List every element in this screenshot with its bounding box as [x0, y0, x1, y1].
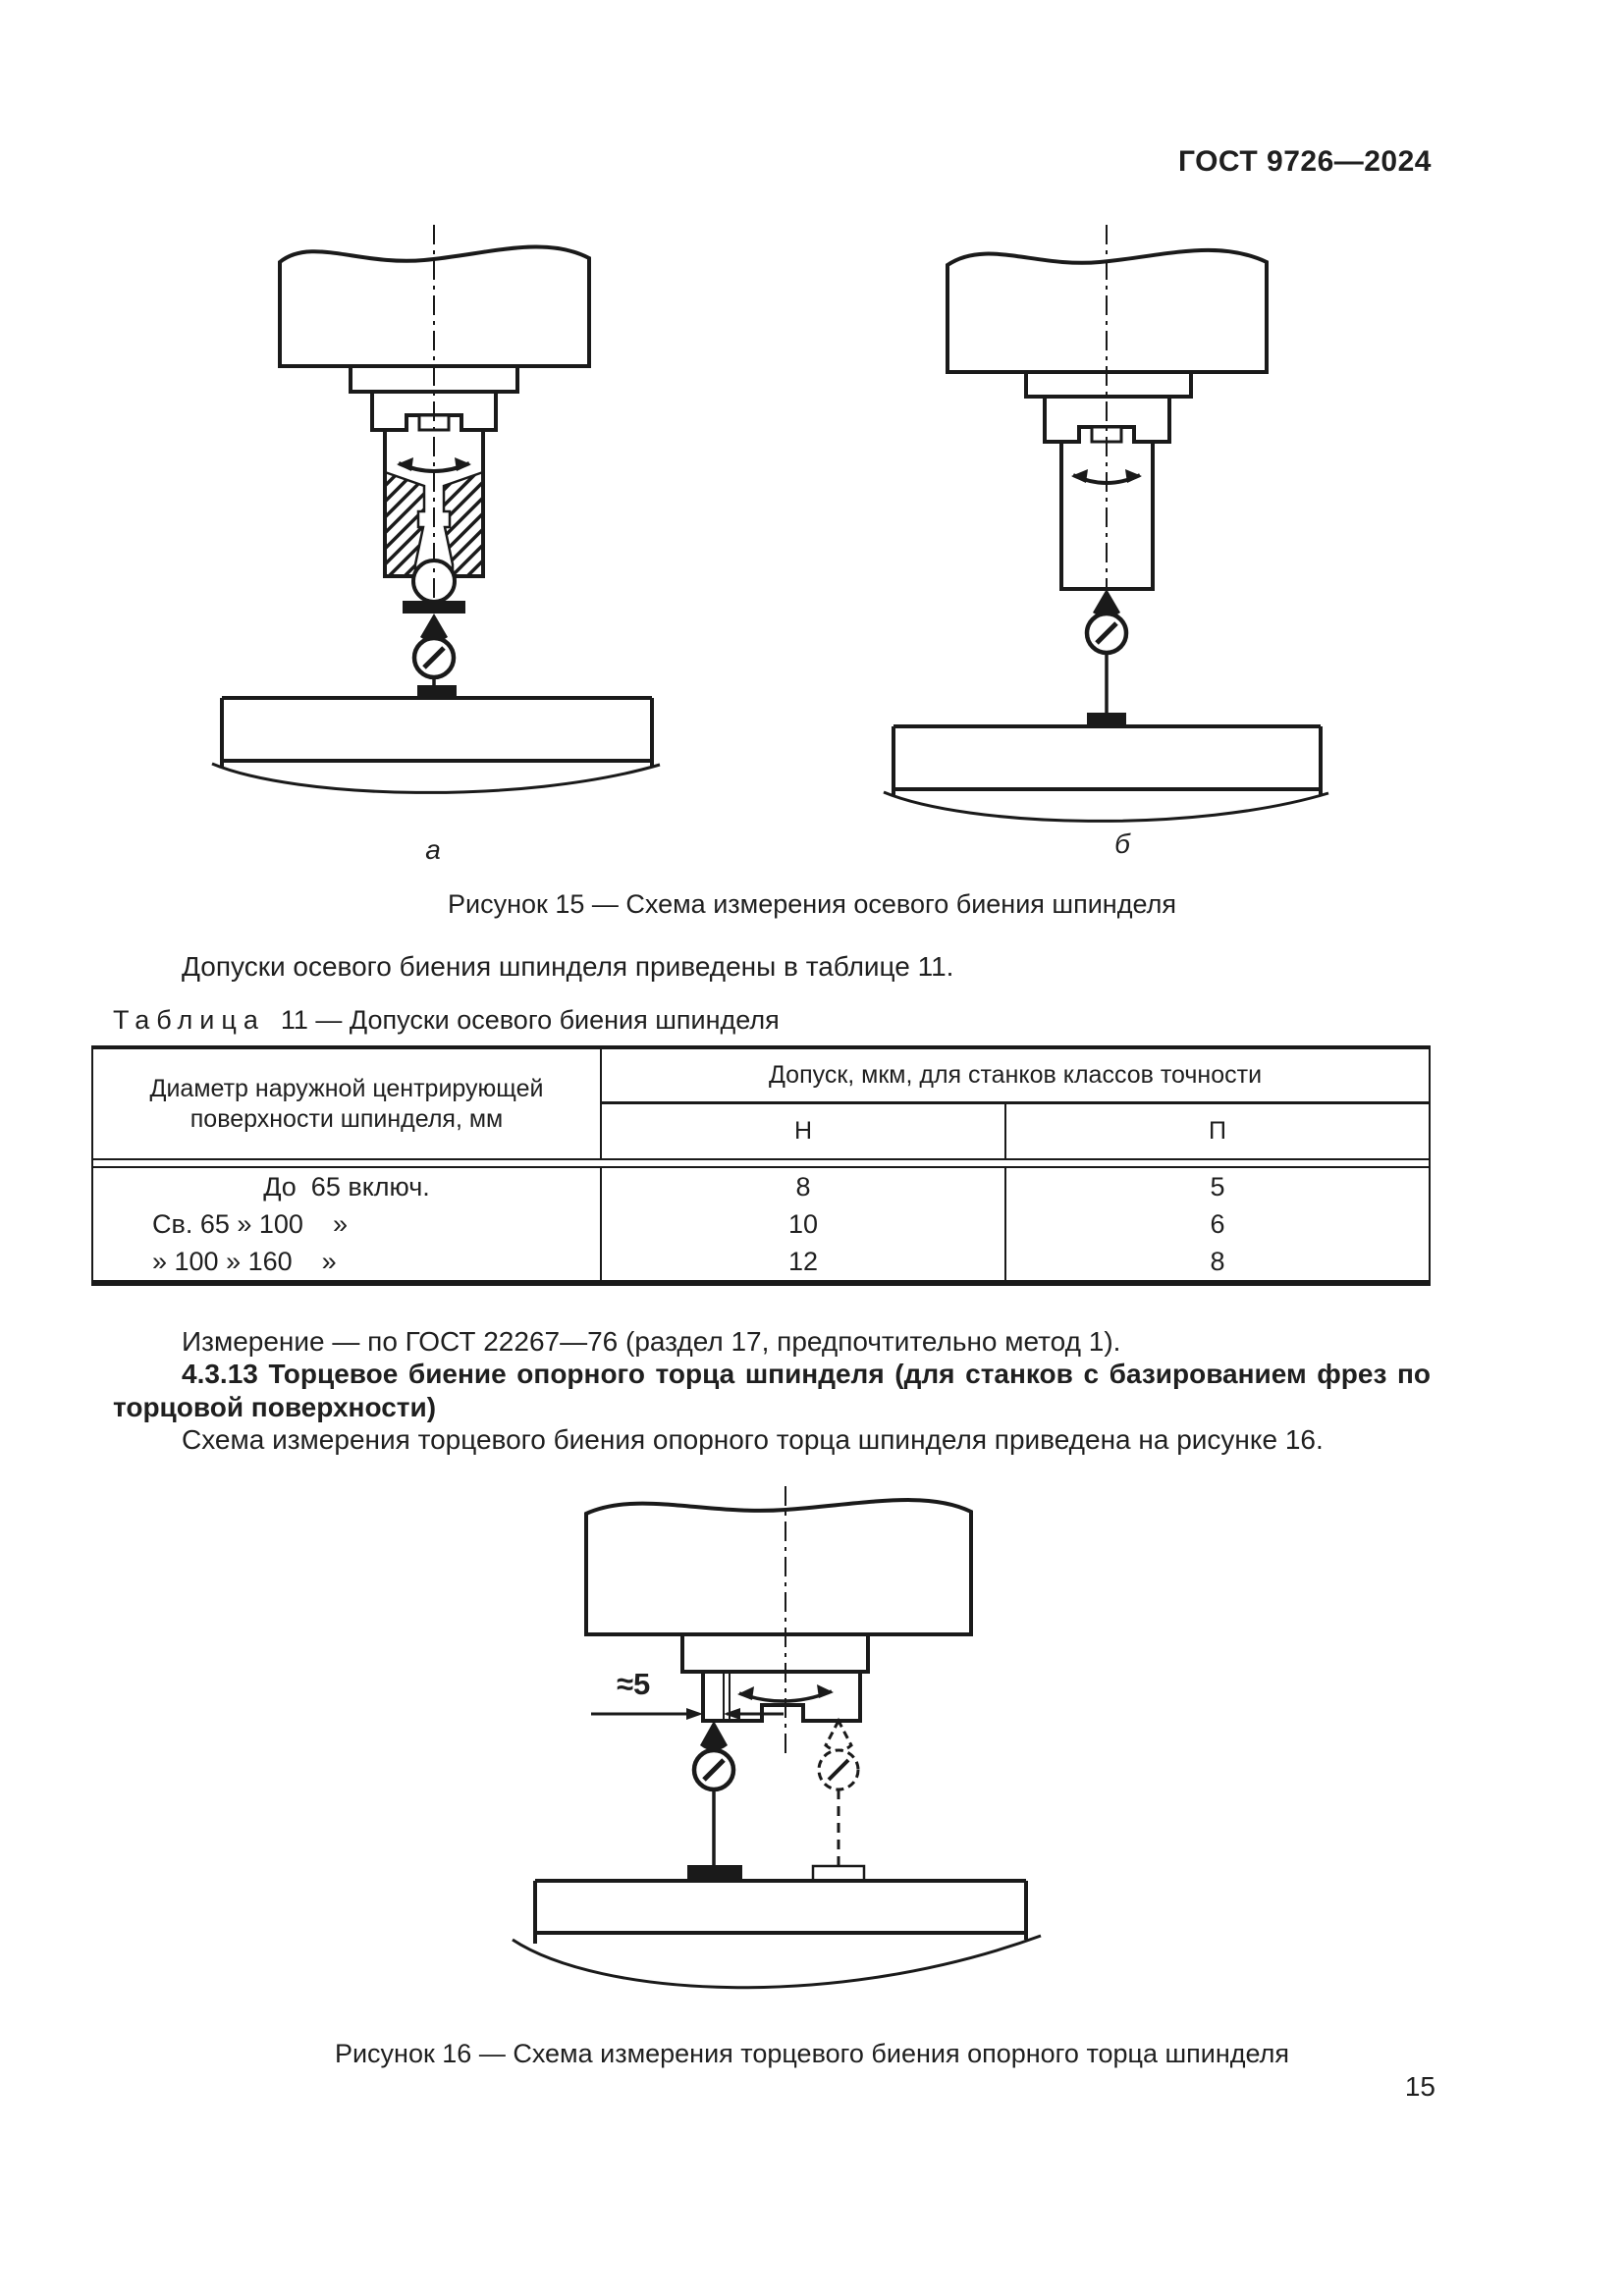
scheme-paragraph: Схема измерения торцевого биения опорного торца шпинделя приведена на рисунке 16.	[182, 1424, 1324, 1455]
cell-diameter: До 65 включ.	[93, 1168, 602, 1205]
figure-16-caption: Рисунок 16 — Схема измерения торцевого биения опорного торца шпинделя	[334, 2039, 1290, 2068]
table-row	[93, 1205, 1429, 1243]
cell-n: 10	[602, 1205, 1006, 1243]
machine-table	[884, 726, 1328, 821]
table-label-rest: 11 — Допуски осевого биения шпинделя	[280, 1005, 780, 1035]
cell-p: 5	[1210, 1171, 1225, 1201]
class-p-header: П	[1209, 1117, 1226, 1145]
figure-15a-label: а	[425, 834, 441, 865]
dial-indicator-phantom-icon	[819, 1721, 858, 1866]
indicator-stand	[1087, 713, 1126, 726]
section-4313-heading-line2: торцовой поверхности)	[113, 1392, 437, 1422]
head-step-1	[1026, 372, 1191, 397]
table-row	[93, 1168, 1429, 1205]
class-n-header: Н	[602, 1104, 1006, 1158]
spindle-head	[586, 1500, 971, 1634]
section-4313-heading-line1: 4.3.13 Торцевое биение опорного торца шпинделя (для станков с базированием фрез по	[182, 1359, 1431, 1389]
cell-diameter: » 100 » 160 »	[93, 1243, 602, 1280]
table-11	[91, 1045, 1431, 1286]
measurement-note: Измерение — по ГОСТ 22267—76 (раздел 17, предпочтительно метод 1).	[182, 1326, 1121, 1357]
figure-15b-label: б	[1114, 828, 1130, 859]
indicator-stand-phantom	[813, 1866, 864, 1881]
dial-indicator-icon	[1087, 589, 1126, 714]
dimension-label: ≈5	[617, 1667, 651, 1701]
cell-n: 12	[602, 1243, 1006, 1280]
table-body	[93, 1168, 1429, 1280]
table-row	[93, 1243, 1429, 1280]
figure-16-diagram	[442, 1484, 1129, 2034]
cell-n: 8	[602, 1168, 1006, 1205]
indicator-stand	[687, 1865, 742, 1881]
head-step-1	[682, 1634, 868, 1672]
header-separator	[93, 1158, 1429, 1168]
intro-paragraph: Допуски осевого биения шпинделя приведены в таблице 11.	[182, 951, 954, 982]
dial-indicator-icon	[414, 614, 454, 686]
table-header	[93, 1049, 1429, 1158]
machine-table	[212, 698, 660, 792]
figure-15a-diagram	[179, 221, 689, 859]
page-number: 15	[1404, 2071, 1435, 2102]
cell-p: 8	[1210, 1246, 1225, 1276]
col-tolerance-header: Допуск, мкм, для станков классов точности	[602, 1049, 1429, 1104]
table-11-label	[113, 1005, 780, 1036]
figure-15-caption: Рисунок 15 — Схема измерения осевого биения шпинделя	[448, 889, 1176, 919]
table-word: Таблица	[113, 1005, 265, 1035]
contact-bar	[403, 601, 465, 614]
figure-15b-diagram	[851, 221, 1362, 859]
dial-indicator-icon	[694, 1721, 733, 1866]
machine-table	[513, 1881, 1041, 1988]
col-diameter-header: Диаметр наружной центрирующей поверхности шпинделя, мм	[93, 1049, 602, 1158]
cell-p: 6	[1210, 1208, 1225, 1239]
doc-number: ГОСТ 9726—2024	[1177, 145, 1432, 178]
cell-diameter: Св. 65 » 100 »	[93, 1205, 602, 1243]
